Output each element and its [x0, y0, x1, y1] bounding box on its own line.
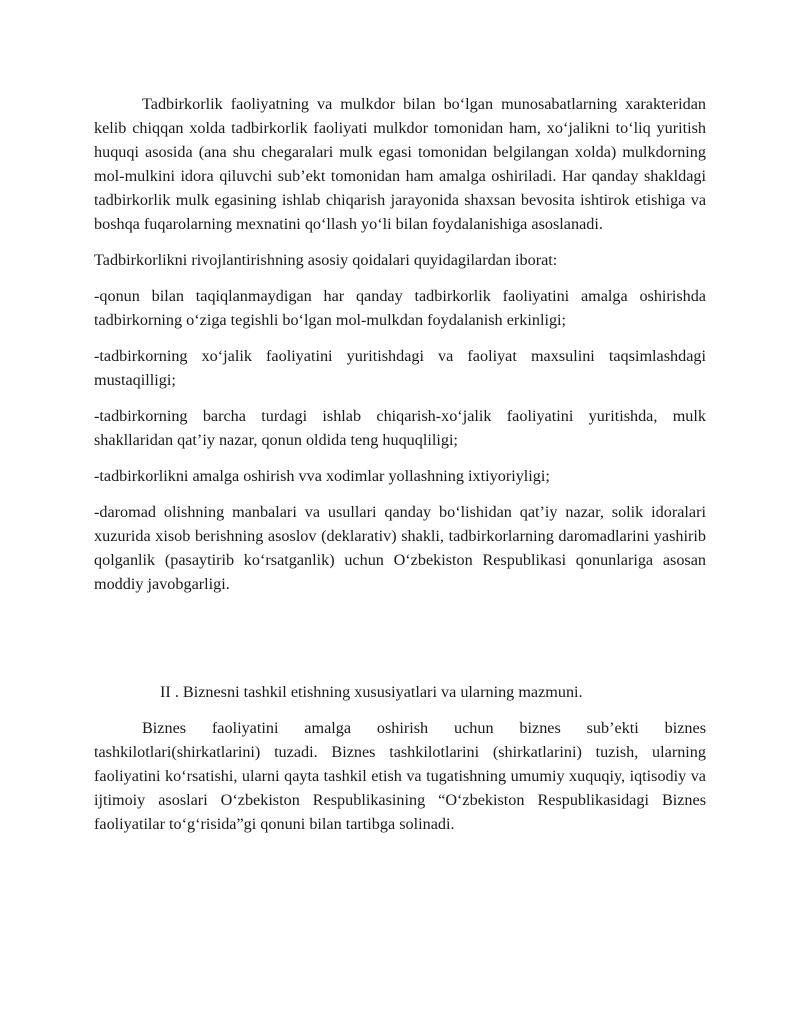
- document-page: [94, 92, 706, 848]
- section-paragraph: Biznes faoliyatini amalga oshirish uchun biznes sub’ekti biznes tashkilotlari(shirkatlarini) tuzadi. Biznes tashkilotlarini (shirkatlarini) tuzish, ularning faoliyatini ko‘rsatishi, ularni qayta tashkil etish va tugatishning umumiy xuquqiy, iqtisodiy va ijtimoiy asoslari O‘zbekiston Respublikasining “O‘zbekiston Respublikasidagi Biznes faoliyatilar to‘g‘risida”gi qonuni bilan tartibga solinadi.: [94, 719, 706, 833]
- list-item-equality: -tadbirkorning barcha turdagi ishlab chiqarish-xo‘jalik faoliyatini yuritishda, mulk shakllaridan qat’iy nazar, qonun oldida teng huquqliligi;: [94, 407, 706, 449]
- list-item-liability: -daromad olishning manbalari va usullari qanday bo‘lishidan qat’iy nazar, solik idoralari xuzurida xisob berishning asoslov (deklarativ) shakli, tadbirkorlarning daromadlarini yashirib qolganlik (pasaytirib ko‘rsatganlik) uchun O‘zbekiston Respublikasi qonunlariga asosan moddiy javobgarligi.: [94, 503, 706, 593]
- paragraph-intro: Tadbirkorlik faoliyatning va mulkdor bilan bo‘lgan munosabatlarning xarakteridan kelib chiqqan xolda tadbirkorlik faoliyati mulkdor tomonidan ham, xo‘jalikni to‘liq yuritish huquqi asosida (ana shu chegaralari mulk egasi tomonidan belgilangan xolda) mulkdorning mol-mulkini idora qiluvchi sub’ekt tomonidan ham amalga oshiriladi. Har qanday shakldagi tadbirkorlik mulk egasining ishlab chiqarish jarayonida shaxsan bevosita ishtirok etishiga va boshqa fuqarolarning mexnatini qo‘llash yo‘li bilan foydalanishiga asoslanadi.: [94, 95, 706, 233]
- list-item-voluntariness: -tadbirkorlikni amalga oshirish vva xodimlar yollashning ixtiyoriyligi;: [94, 467, 550, 485]
- section-heading: II . Biznesni tashkil etishning xususiyatlari va ularning mazmuni.: [160, 683, 583, 701]
- paragraph-rules-intro: Tadbirkorlikni rivojlantirishning asosiy qoidalari quyidagilardan iborat:: [94, 251, 558, 269]
- list-item-independence: -tadbirkorning xo‘jalik faoliyatini yuritishdagi va faoliyat maxsulini taqsimlashdagi mustaqilligi;: [94, 347, 706, 389]
- list-item-freedom: -qonun bilan taqiqlanmaydigan har qanday tadbirkorlik faoliyatini amalga oshirishda tadbirkorning o‘ziga tegishli bo‘lgan mol-mulkdan foydalanish erkinligi;: [94, 287, 706, 329]
